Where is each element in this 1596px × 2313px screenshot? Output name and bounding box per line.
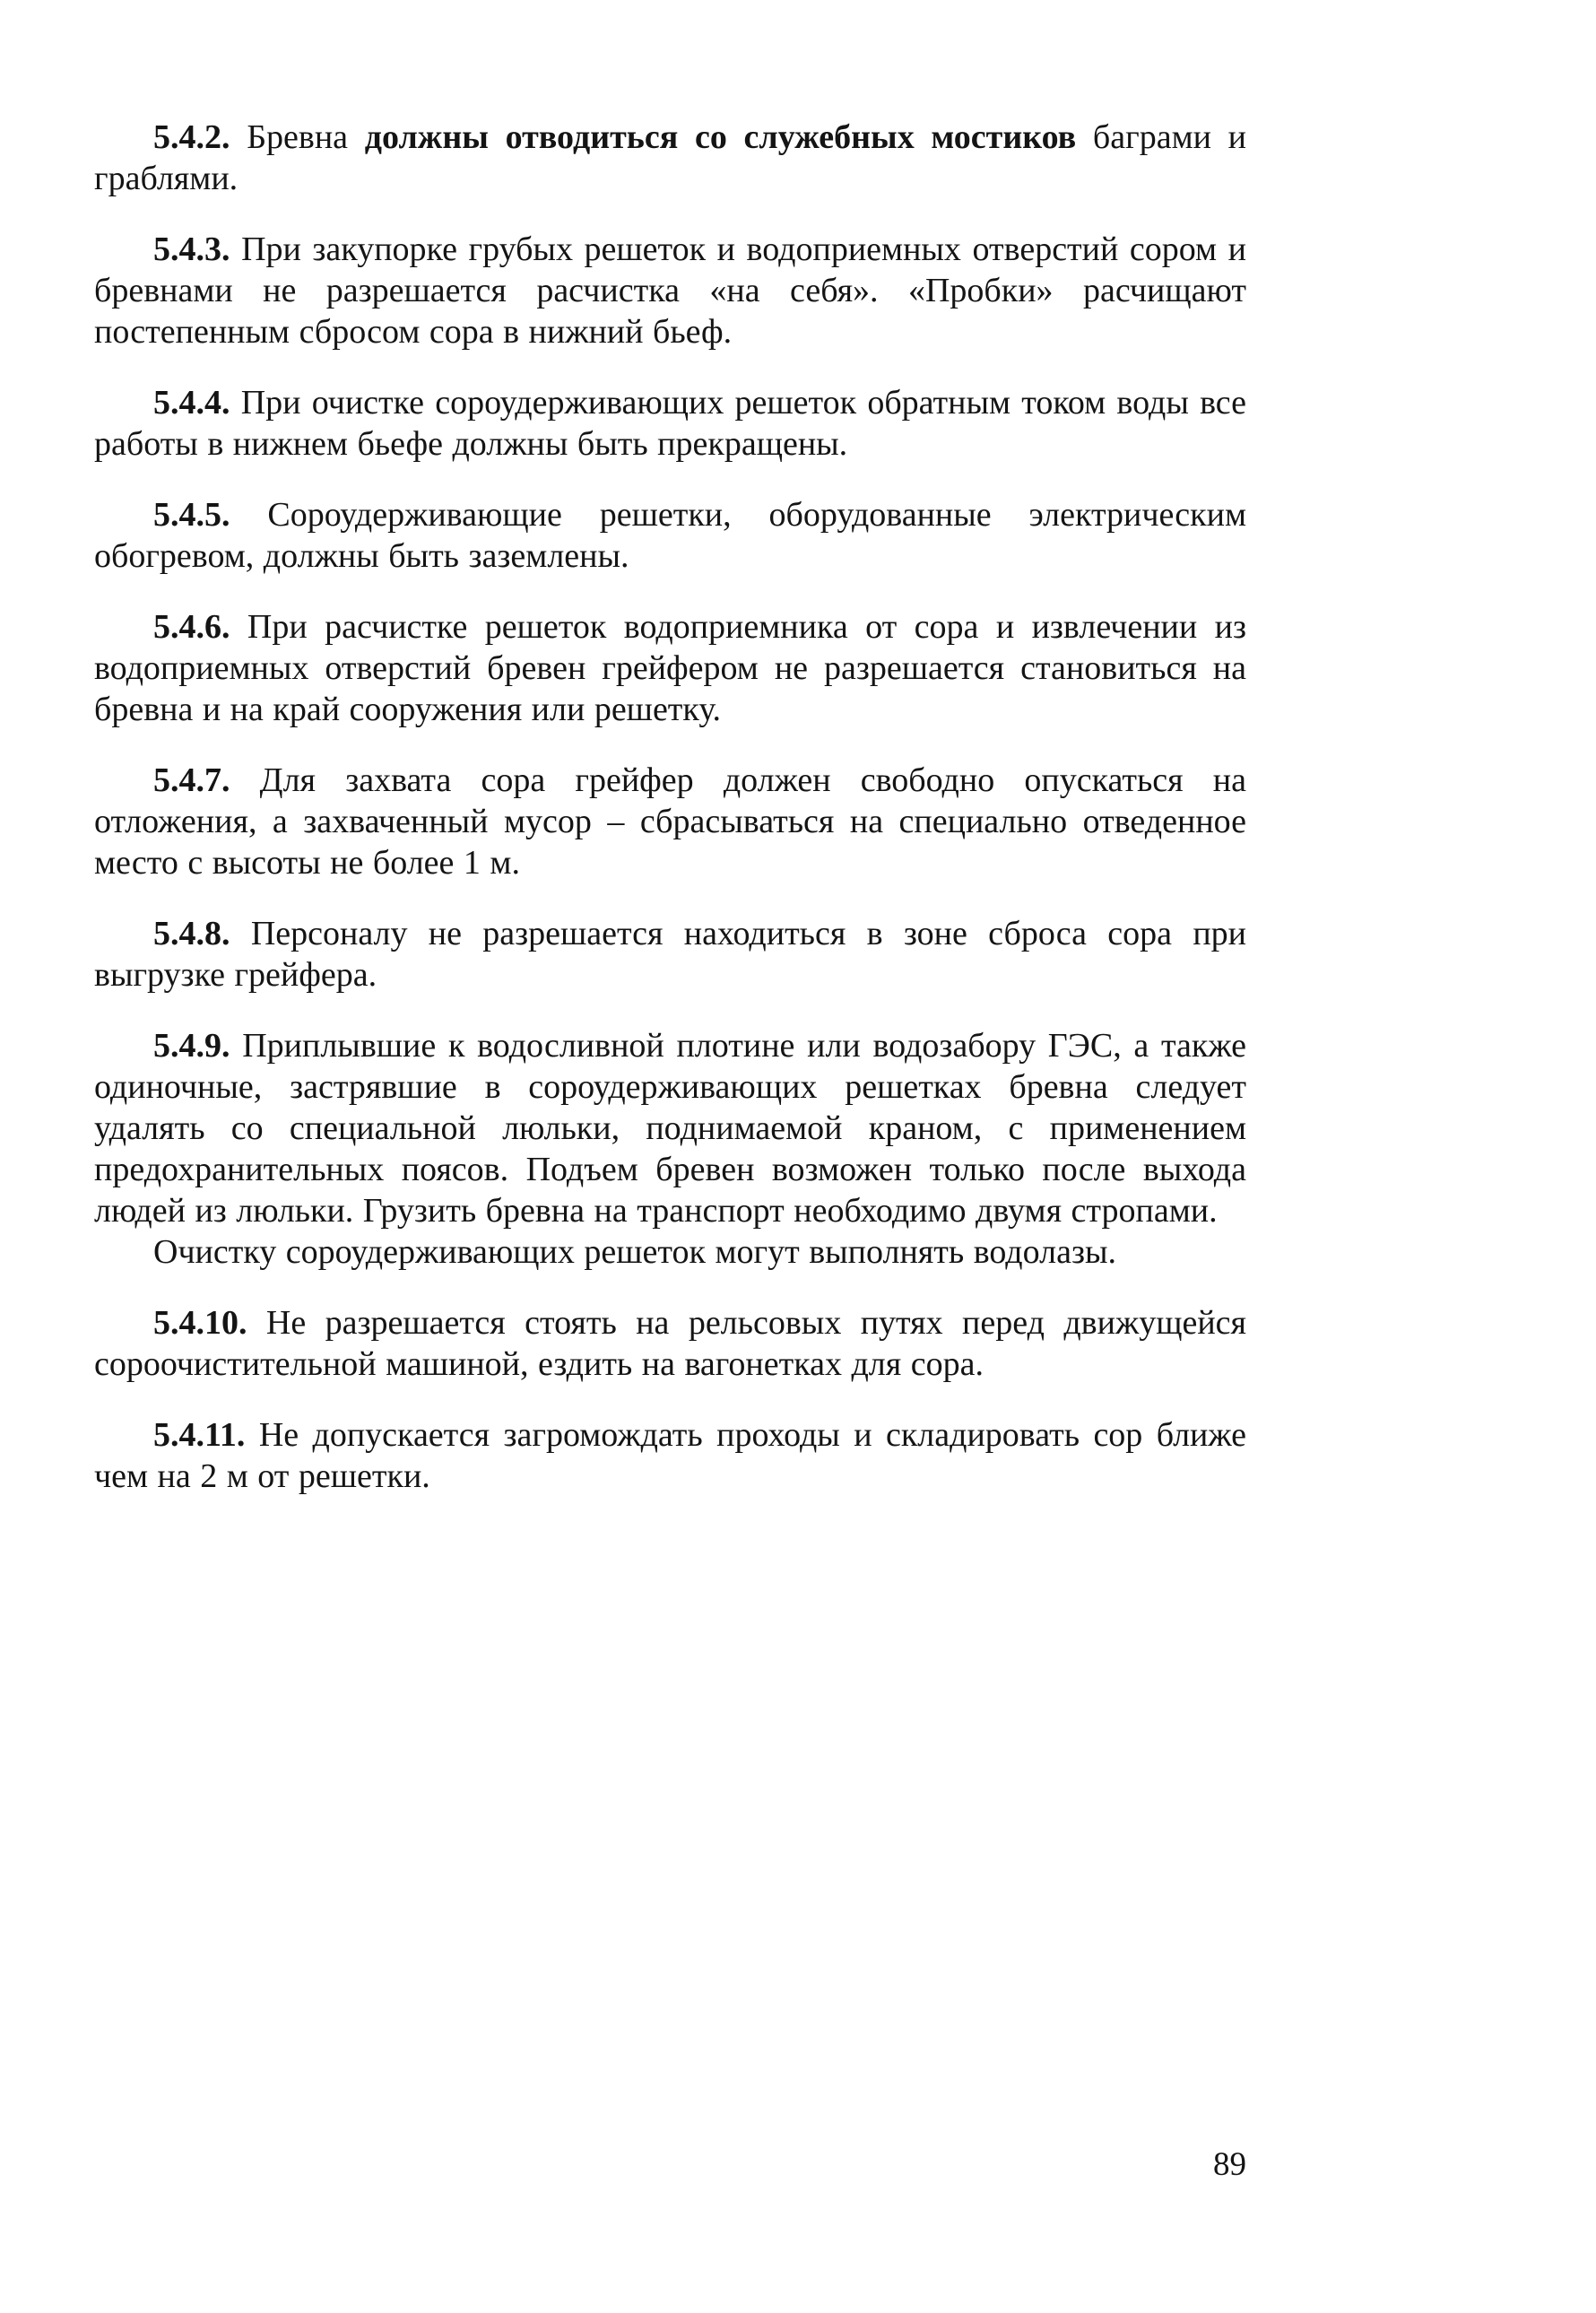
- text-segment: При закупорке грубых решеток и водоприемных отверстий сором и бревнами не разрешается расчистка «на себя». «Пробки» расчищают постепенным сбросом сора в нижний бьеф.: [94, 230, 1246, 351]
- paragraph-5-4-5: [94, 494, 1246, 577]
- paragraph-continuation: [94, 1231, 1246, 1273]
- text-segment: Не разрешается стоять на рельсовых путях перед движущейся сороочистительной машиной, ездить на вагонетках для сора.: [94, 1304, 1247, 1383]
- text-segment: Не допускается загромождать проходы и складировать сор ближе чем на 2 м от решетки.: [94, 1416, 1247, 1495]
- page-number: 89: [1213, 2146, 1246, 2183]
- text-segment: Для захвата сора грейфер должен свободно опускаться на отложения, а захваченный мусор – сбрасываться на специально отведенное место с высоты не более 1 м.: [94, 761, 1246, 882]
- paragraph-5-4-8: [94, 913, 1246, 996]
- text-segment: Бревна: [247, 118, 365, 156]
- paragraph-number: 5.4.7.: [153, 761, 260, 799]
- text-segment: При очистке сороудерживающих решеток обратным током воды все работы в нижнем бьефе должны быть прекращены.: [94, 384, 1247, 463]
- text-block: [94, 117, 1246, 1497]
- paragraph-5-4-3: [94, 229, 1246, 352]
- text-segment: Сороудерживающие решетки, оборудованные электрическим обогревом, должны быть заземлены.: [94, 496, 1246, 575]
- paragraph-5-4-7: [94, 760, 1246, 883]
- paragraph-5-4-11: [94, 1414, 1246, 1497]
- paragraph-number: 5.4.10.: [153, 1304, 266, 1342]
- bold-text-segment: должны отводиться со служебных мостиков: [364, 118, 1077, 156]
- paragraph-number: 5.4.6.: [153, 608, 247, 646]
- paragraph-number: 5.4.8.: [153, 915, 251, 952]
- paragraph-5-4-2: [94, 117, 1246, 199]
- paragraph-number: 5.4.2.: [153, 118, 247, 156]
- paragraph-5-4-4: [94, 382, 1246, 465]
- text-segment: Приплывшие к водосливной плотине или водозабору ГЭС, а также одиночные, застрявшие в сороудерживающих решетках бревна следует удалять со специальной люльки, поднимаемой краном, с применением предохранительных поясов. Подъем бревен возможен только после выхода людей из люльки. Грузить бревна на транспорт необходимо двумя стропами.: [94, 1027, 1247, 1230]
- text-segment: При расчистке решеток водоприемника от сора и извлечении из водоприемных отверстий бревен грейфером не разрешается становиться на бревна и на край сооружения или решетку.: [94, 608, 1246, 728]
- text-segment: Персоналу не разрешается находиться в зоне сброса сора при выгрузке грейфера.: [94, 915, 1246, 994]
- text-segment: Очистку сороудерживающих решеток могут выполнять водолазы.: [153, 1233, 1117, 1271]
- text-segment: баграми и граблями.: [94, 118, 1247, 197]
- paragraph-number: 5.4.3.: [153, 230, 242, 268]
- paragraph-number: 5.4.4.: [153, 384, 241, 422]
- paragraph-number: 5.4.11.: [153, 1416, 259, 1454]
- paragraph-number: 5.4.9.: [153, 1027, 243, 1065]
- paragraph-number: 5.4.5.: [153, 496, 268, 534]
- paragraph-5-4-10: [94, 1302, 1246, 1385]
- paragraph-5-4-9: [94, 1025, 1246, 1231]
- paragraph-5-4-6: [94, 606, 1246, 730]
